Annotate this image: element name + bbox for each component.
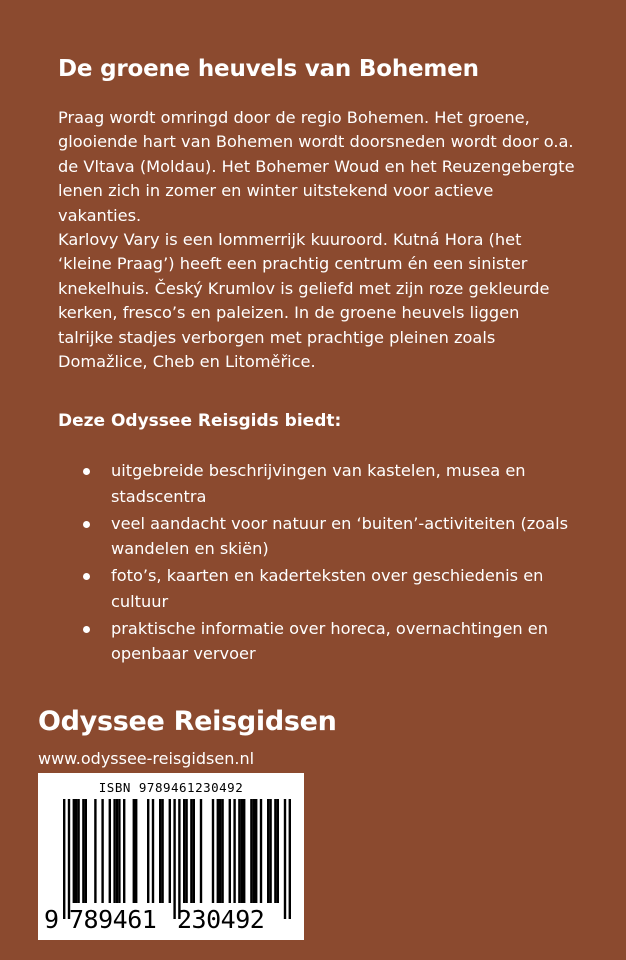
barcode-bar	[238, 799, 240, 903]
barcode-bar	[116, 799, 118, 903]
barcode-bar	[217, 799, 219, 903]
barcode-bar	[123, 799, 125, 903]
isbn-barcode	[38, 773, 304, 940]
barcode-bar	[85, 799, 87, 903]
barcode-bar	[135, 799, 137, 903]
list-item-text: foto’s, kaarten en kaderteksten over geschiedenis en cultuur	[111, 566, 544, 611]
bullet-icon	[83, 626, 90, 633]
barcode-bar	[63, 799, 65, 919]
barcode-bar	[82, 799, 84, 903]
barcode-bar	[250, 799, 252, 903]
barcode-bar	[269, 799, 271, 903]
barcode-bar	[255, 799, 257, 903]
barcode-bar	[101, 799, 103, 903]
barcode-bar	[243, 799, 245, 903]
barcode-bar	[118, 799, 120, 903]
list-item	[83, 511, 583, 562]
barcode-bar	[267, 799, 269, 903]
list-item	[83, 563, 583, 614]
book-title: De groene heuvels van Bohemen	[58, 56, 479, 82]
bullet-icon	[83, 521, 90, 528]
barcode-bar	[94, 799, 96, 903]
intro-paragraph: Karlovy Vary is een lommerrijk kuuroord. Kutná Hora (het ‘kleine Praag’) heeft een prachtig centrum én een sinister knekelhuis. Český Krumlov is geliefd met zijn roze gekleurde kerken, fresco’s en paleizen. In de groene heuvels liggen talrijke stadjes verborgen met prachtige pleinen zoals Domažlice, Cheb en Litoměřice.	[58, 230, 550, 372]
barcode-bar	[173, 799, 175, 919]
barcode-bar	[68, 799, 70, 919]
barcode-bar	[178, 799, 180, 919]
barcode-bar	[233, 799, 235, 903]
barcode-bar	[183, 799, 185, 903]
publisher-website: www.odyssee-reisgidsen.nl	[38, 749, 255, 768]
barcode-bar	[219, 799, 221, 903]
barcode-bar	[133, 799, 135, 903]
barcode-bar	[152, 799, 154, 903]
barcode-bar	[193, 799, 195, 903]
barcode-bar	[169, 799, 171, 903]
barcode-bar	[147, 799, 149, 903]
list-item	[83, 616, 583, 667]
barcode-digits-left: 789461	[69, 905, 157, 934]
features-heading: Deze Odyssee Reisgids biedt:	[58, 411, 342, 431]
intro-text	[58, 106, 578, 374]
barcode-bar	[277, 799, 279, 903]
barcode-bar	[229, 799, 231, 903]
publisher-name: Odyssee Reisgidsen	[38, 706, 337, 737]
barcode-bar	[274, 799, 276, 903]
barcode-digit-first: 9	[44, 905, 60, 934]
barcode-bar	[284, 799, 286, 919]
barcode-bar	[159, 799, 161, 903]
barcode-bar	[185, 799, 187, 903]
barcode-bar	[75, 799, 77, 903]
barcode-bar	[253, 799, 255, 903]
bullet-icon	[83, 573, 90, 580]
list-item-text: uitgebreide beschrijvingen van kastelen, musea en stadscentra	[111, 461, 526, 506]
isbn-label: ISBN 9789461230492	[98, 780, 244, 795]
barcode-bar	[260, 799, 262, 903]
features-list	[83, 458, 583, 668]
barcode-bar	[289, 799, 291, 919]
barcode-bar	[109, 799, 111, 903]
list-item	[83, 458, 583, 509]
list-item-text: praktische informatie over horeca, overnachtingen en openbaar vervoer	[111, 618, 549, 663]
intro-paragraph: Praag wordt omringd door de regio Bohemen. Het groene, glooiende hart van Bohemen wordt doorsneden wordt door o.a. de Vltava (Moldau). Het Bohemer Woud en het Reuzengebergte lenen zich in zomer en winter uitstekend voor actieve vakanties.	[58, 108, 575, 225]
barcode-bar	[200, 799, 202, 903]
barcode-bar	[241, 799, 243, 903]
barcode-bar	[221, 799, 223, 903]
barcode-bar	[77, 799, 79, 903]
barcode-bar	[73, 799, 75, 903]
bullet-icon	[83, 468, 90, 475]
barcode-bar	[190, 799, 192, 903]
barcode-bar	[212, 799, 214, 903]
barcode-digits-right: 230492	[177, 905, 265, 934]
barcode-bar	[161, 799, 163, 903]
list-item-text: veel aandacht voor natuur en ‘buiten’-activiteiten (zoals wandelen en skiën)	[111, 513, 569, 558]
barcode-bar	[113, 799, 115, 903]
